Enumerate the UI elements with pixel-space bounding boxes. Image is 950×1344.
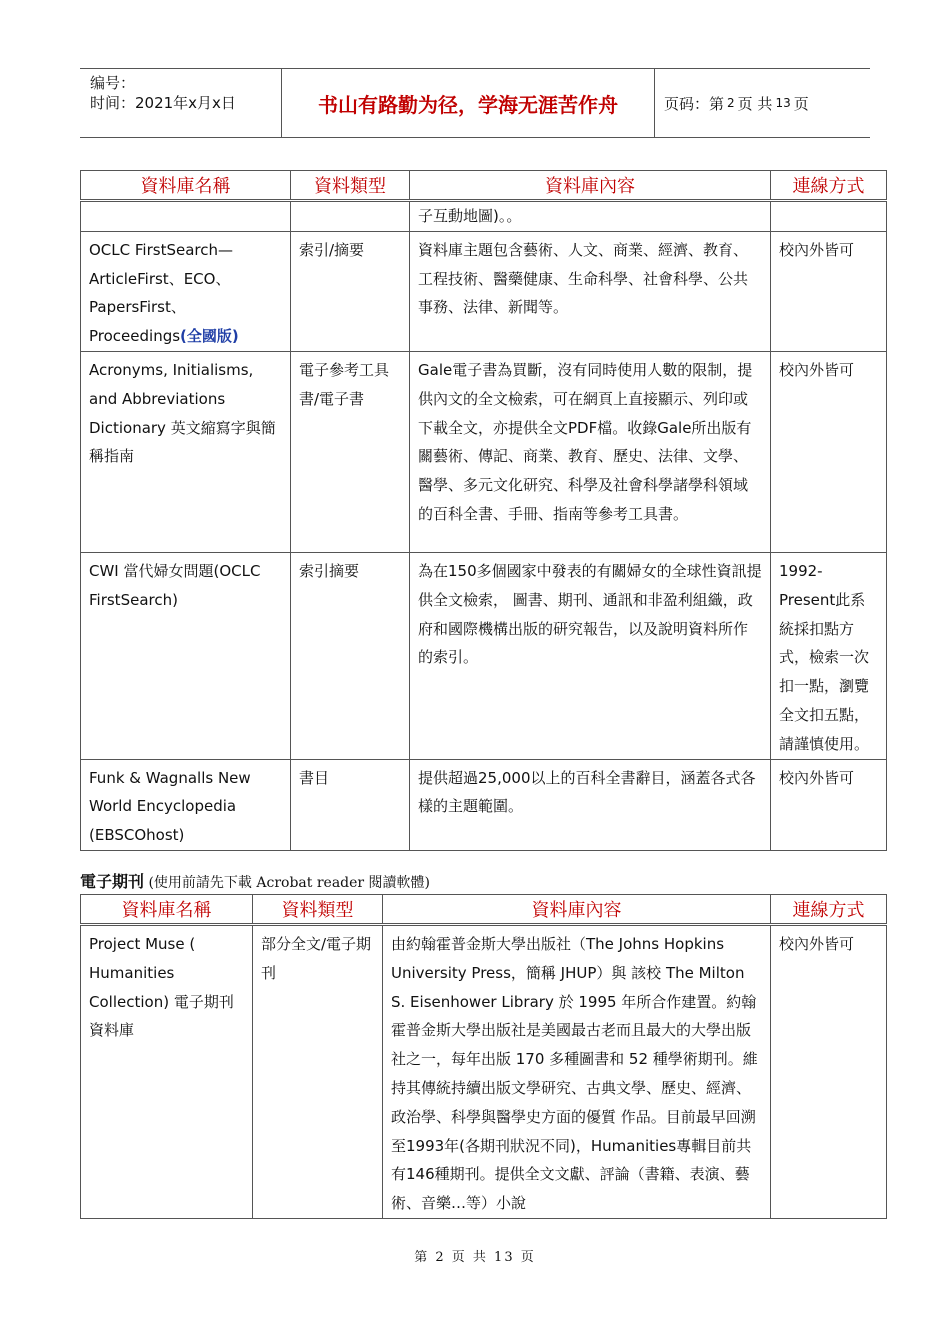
db-name: OCLC FirstSearch—ArticleFirst、ECO、PapersFirst、Proceedings <box>89 240 233 346</box>
header-page-mid: 页 共 <box>737 94 773 113</box>
col-header-type: 資料類型 <box>291 171 410 201</box>
cell-content: 子互動地圖)。。 <box>410 201 771 232</box>
col-header-content: 資料庫內容 <box>410 171 771 201</box>
section-title-note: (使用前請先下載 Acrobat reader 閱讀軟體) <box>148 875 431 891</box>
cell-content: 提供超過25,000以上的百科全書辭目，涵蓋各式各樣的主題範圍。 <box>410 759 771 850</box>
cell-content: 為在150多個國家中發表的有關婦女的全球性資訊提供全文檢索， 圖書、期刊、通訊和非盈利組織，政府和國際機構出版的研究報告，以及說明資料所作的索引。 <box>410 552 771 759</box>
cell-type <box>291 201 410 232</box>
cell-access <box>771 201 887 232</box>
header-time: 时间：2021年x月x日 <box>90 94 236 112</box>
cell-access: 校內外皆可 <box>771 925 887 1219</box>
header-left <box>90 73 236 113</box>
col-header-access: 連線方式 <box>771 895 887 925</box>
table-header-row <box>81 171 887 201</box>
cell-access: 校內外皆可 <box>771 231 887 351</box>
cell-name: Funk & Wagnalls New World Encyclopedia (EBSCOhost) <box>81 759 291 850</box>
cell-name: Project Muse ( Humanities Collection) 電子期刊資料庫 <box>81 925 253 1219</box>
table-row <box>81 552 887 759</box>
col-header-access: 連線方式 <box>771 171 887 201</box>
cell-content: 由約翰霍普金斯大學出版社（The Johns Hopkins University Press，簡稱 JHUP）與 該校 The Milton S. Eisenhower Library 於 1995 年所合作建置。約翰霍普金斯大學出版社是美國最古老而且最大的大學出版社之一，每年出版 170 多種圖書和 52 種學術期刊。維持其傳統持續出版文學研究、古典文學、歷史、經濟、政治學、科學與醫學史方面的優質 作品。目前最早回溯至1993年(各期刊狀況不同)，Humanities專輯目前共有146種期刊。提供全文文獻、評論（書籍、表演、藝術、音樂…等）小說 <box>383 925 771 1219</box>
header-page-suffix: 页 <box>793 94 809 113</box>
table-row <box>81 351 887 552</box>
cell-name <box>81 231 291 351</box>
table-row <box>81 231 887 351</box>
page-header <box>80 68 870 138</box>
col-header-content: 資料庫內容 <box>383 895 771 925</box>
cell-type: 電子參考工具書/電子書 <box>291 351 410 552</box>
table-row <box>81 759 887 850</box>
cell-access: 校內外皆可 <box>771 351 887 552</box>
col-header-name: 資料庫名稱 <box>81 171 291 201</box>
header-page-total: 13 <box>775 96 791 110</box>
section-title-e-journals <box>80 869 430 892</box>
col-header-name: 資料庫名稱 <box>81 895 253 925</box>
header-page-current: 2 <box>727 96 735 110</box>
cell-type: 書目 <box>291 759 410 850</box>
header-page-info <box>664 69 809 137</box>
col-header-type: 資料類型 <box>253 895 383 925</box>
database-table-1 <box>80 170 887 851</box>
database-table-2 <box>80 894 887 1219</box>
cell-name: Acronyms, Initialisms, and Abbreviations Dictionary 英文縮寫字與簡稱指南 <box>81 351 291 552</box>
header-motto: 书山有路勤为径，学海无涯苦作舟 <box>281 69 655 137</box>
db-name-suffix: (全國版) <box>180 327 239 346</box>
cell-type: 索引摘要 <box>291 552 410 759</box>
table-row <box>81 201 887 232</box>
header-number: 编号： <box>90 74 136 92</box>
cell-name <box>81 201 291 232</box>
page-footer: 第 2 页 共 13 页 <box>414 1250 536 1265</box>
cell-content: 資料庫主題包含藝術、人文、商業、經濟、教育、工程技術、醫藥健康、生命科學、社會科學、公共事務、法律、新聞等。 <box>410 231 771 351</box>
header-page-prefix: 页码：第 <box>664 94 725 113</box>
cell-type: 部分全文/電子期刊 <box>253 925 383 1219</box>
cell-type: 索引/摘要 <box>291 231 410 351</box>
table-header-row <box>81 895 887 925</box>
cell-name: CWI 當代婦女問題(OCLC FirstSearch) <box>81 552 291 759</box>
cell-access: 校內外皆可 <box>771 759 887 850</box>
cell-content: Gale電子書為買斷，沒有同時使用人數的限制，提供內文的全文檢索，可在網頁上直接顯示、列印或下載全文，亦提供全文PDF檔。收錄Gale所出版有關藝術、傳記、商業、教育、歷史、法律、文學、醫學、多元文化研究、科學及社會科學諸學科領域的百科全書、手冊、指南等參考工具書。 <box>410 351 771 552</box>
section-title-main: 電子期刊 <box>80 872 145 891</box>
cell-access: 1992-Present此系統採扣點方式，檢索一次扣一點，瀏覽全文扣五點，請謹慎使用。 <box>771 552 887 759</box>
table-row <box>81 925 887 1219</box>
